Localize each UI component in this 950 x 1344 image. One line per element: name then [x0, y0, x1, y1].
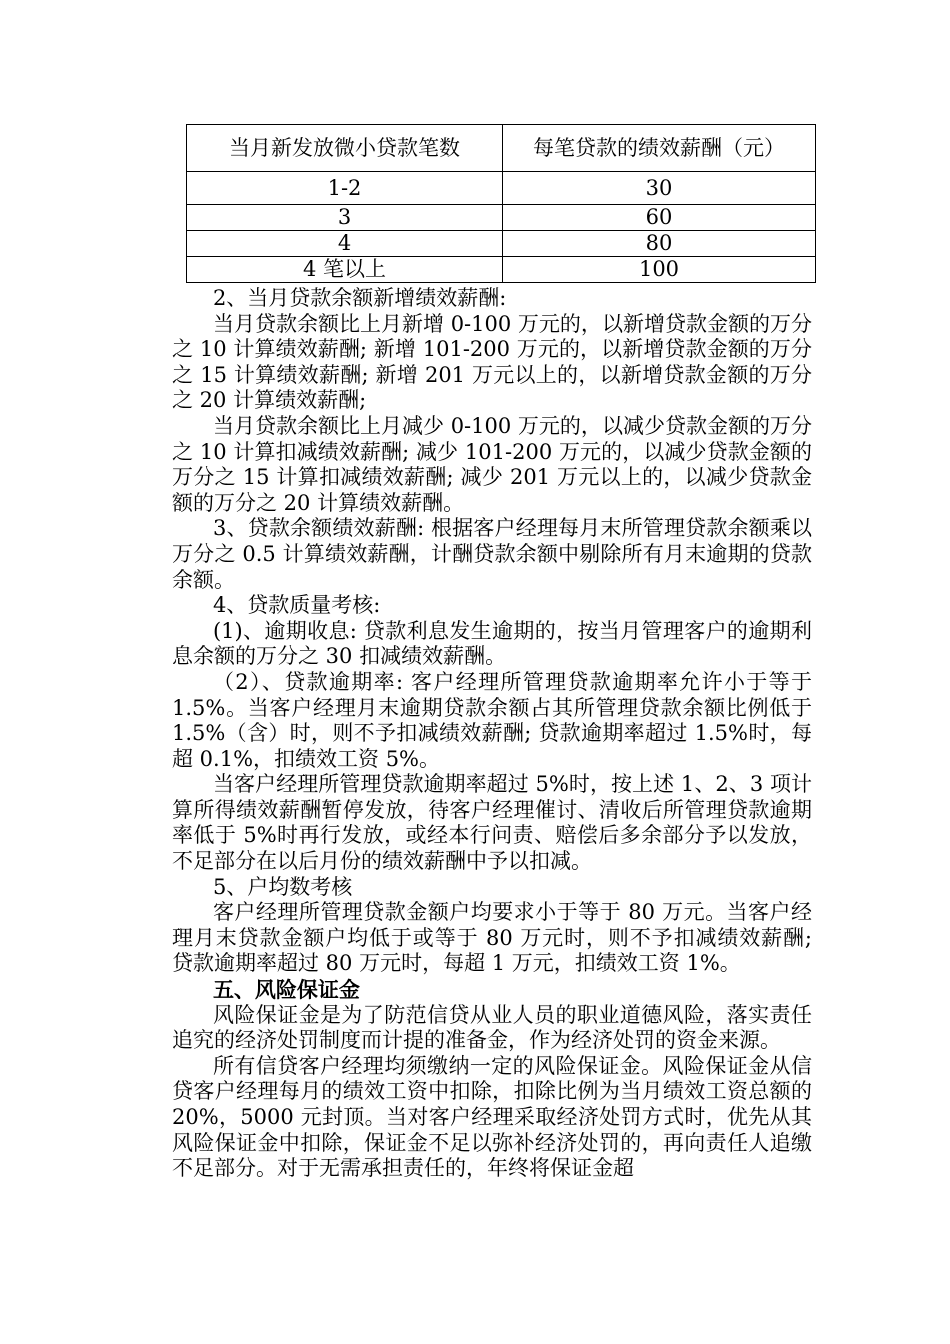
paragraph: 当月贷款余额比上月减少 0-100 万元的，以减少贷款金额的万分之 10 计算扣减绩效薪酬; 减少 101-200 万元的，以减少贷款金额的万分之 15 计算扣减绩效薪酬; 减少 201 万元以上的，以减少贷款金额的万分之 20 计算绩效薪酬。	[172, 413, 812, 515]
section-heading: 五、风险保证金	[212, 977, 360, 1003]
table-row	[187, 172, 816, 205]
table-cell: 30	[503, 172, 816, 205]
performance-pay-table	[186, 124, 816, 283]
table-row	[187, 231, 816, 257]
paragraph: (1)、逾期收息: 贷款利息发生逾期的，按当月管理客户的逾期利息余额的万分之 30 扣减绩效薪酬。	[172, 618, 812, 669]
table-row	[187, 257, 816, 283]
table-header-cell: 当月新发放微小贷款笔数	[187, 125, 503, 172]
table-cell: 4	[187, 231, 503, 257]
paragraph: 2、当月贷款余额新增绩效薪酬:	[212, 286, 507, 310]
paragraph: 当月贷款余额比上月新增 0-100 万元的，以新增贷款金额的万分之 10 计算绩效薪酬; 新增 101-200 万元的，以新增贷款金额的万分之 15 计算绩效薪酬; 新增 201 万元以上的，以新增贷款金额的万分之 20 计算绩效薪酬;	[172, 311, 812, 413]
paragraph: 3、贷款余额绩效薪酬: 根据客户经理每月末所管理贷款余额乘以万分之 0.5 计算绩效薪酬，计酬贷款余额中剔除所有月末逾期的贷款余额。	[172, 516, 812, 592]
table-cell: 1-2	[187, 172, 503, 205]
table-cell: 4 笔以上	[187, 257, 503, 283]
paragraph: 5、户均数考核	[212, 874, 353, 899]
table-cell: 100	[503, 257, 816, 283]
paragraph: 所有信贷客户经理均须缴纳一定的风险保证金。风险保证金从信贷客户经理每月的绩效工资中扣除，扣除比例为当月绩效工资总额的 20%，5000 元封顶。当对客户经理采取经济处罚方式时，优先从其风险保证金中扣除，保证金不足以弥补经济处罚的，再向责任人追缴不足部分。对于无需承担责任的，年终将保证金超	[172, 1053, 812, 1181]
table-cell: 60	[503, 205, 816, 231]
paragraph: 当客户经理所管理贷款逾期率超过 5%时，按上述 1、2、3 项计算所得绩效薪酬暂停发放，待客户经理催讨、清收后所管理贷款逾期率低于 5%时再行发放，或经本行问责、赔偿后多余部分予以发放，不足部分在以后月份的绩效薪酬中予以扣减。	[172, 772, 812, 874]
table-header-row	[187, 125, 816, 172]
table-row	[187, 205, 816, 231]
paragraph: 4、贷款质量考核:	[212, 593, 381, 618]
paragraph: 风险保证金是为了防范信贷从业人员的职业道德风险，落实责任追究的经济处罚制度而计提的准备金，作为经济处罚的资金来源。	[172, 1002, 812, 1053]
table-cell: 80	[503, 231, 816, 257]
paragraph: 客户经理所管理贷款金额户均要求小于等于 80 万元。当客户经理月末贷款金额户均低于或等于 80 万元时，则不予扣减绩效薪酬; 贷款逾期率超过 80 万元时，每超 1 万元，扣绩效工资 1%。	[172, 900, 812, 976]
table-cell: 3	[187, 205, 503, 231]
body-text	[172, 286, 812, 1182]
paragraph: （2）、贷款逾期率: 客户经理所管理贷款逾期率允许小于等于 1.5%。当客户经理月末逾期贷款余额占其所管理贷款余额比例低于 1.5%（含）时，则不予扣减绩效薪酬; 贷款逾期率超过 1.5%时，每超 0.1%，扣绩效工资 5%。	[172, 669, 812, 771]
table-header-cell: 每笔贷款的绩效薪酬（元）	[503, 125, 816, 172]
